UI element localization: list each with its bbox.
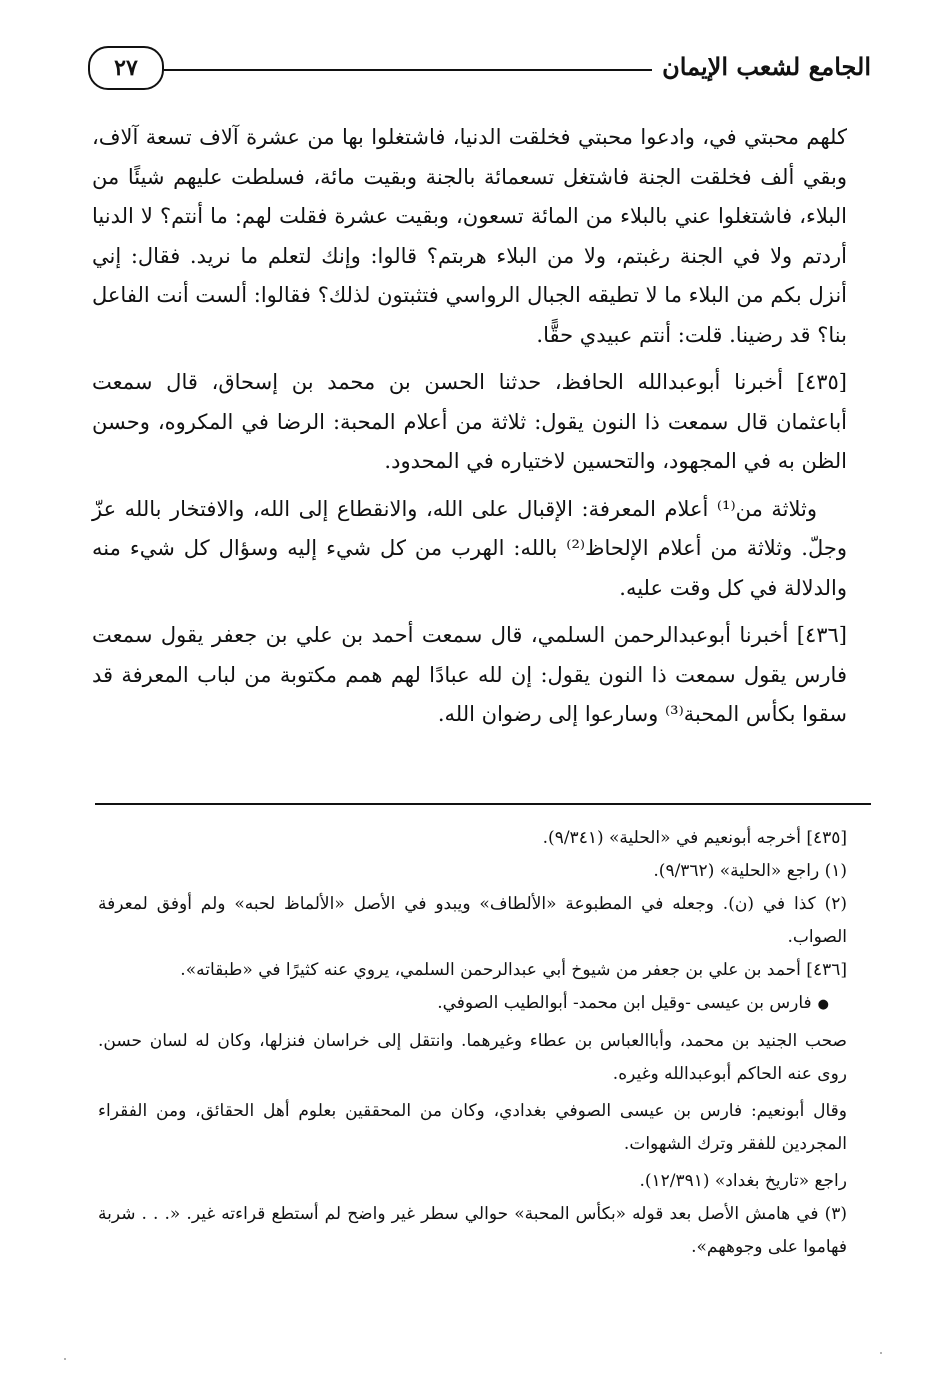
running-header bbox=[88, 40, 871, 92]
footnotes bbox=[98, 822, 847, 1264]
footnote-abu-nuaym-quote: وقال أبونعيم: فارس بن عيسى الصوفي بغدادي، وكان من المحققين بعلوم أهل الحقائق، ومن الفقراء المجردين للفقر وترك الشهوات. bbox=[98, 1101, 847, 1154]
footnote-narrator-bio: صحب الجنيد بن محمد، وأباالعباس بن عطاء وغيرهما. وانتقل إلى خراسان فنزلها، وكان له لسان حسن. روى عنه الحاكم أبوعبدالله وغيره. bbox=[98, 1031, 847, 1084]
paragraph-continuation: كلهم محبتي في، وادعوا محبتي فخلقت الدنيا، فاشتغلوا بها من عشرة آلاف تسعة آلاف، وبقي ألف فخلقت الجنة فاشتغل تسعمائة بالجنة وبقيت مائة، فسلطت عليهم شيئًا من البلاء، فاشتغلوا عني بالبلاء من المائة تسعون، وبقيت عشرة فقلت لهم: ما أنتم؟ لا الدنيا أردتم ولا في الجنة رغبتم، ولا من البلاء هربتم؟ قالوا: وإنك لتعلم ما نريد. فقال: إني أنزل بكم من البلاء ما لا تطيقه الجبال الرواسي فتثبتون لذلك؟ فقالوا: ألست أنت الفاعل بنا؟ قد رضينا. قلت: أنتم عبيدي حقًّا. bbox=[92, 125, 847, 347]
footnote-435: [٤٣٥] أخرجه أبونعيم في «الحلية» (٩/٣٤١). bbox=[542, 828, 847, 848]
footnote-separator bbox=[95, 803, 871, 805]
footnote-2: (٢) كذا في (ن). وجعله في المطبوعة «الألطاف» ويبدو في الأصل «الألماظ لحبه» ولم أوفق لمعرفة الصواب. bbox=[98, 894, 847, 947]
scan-speck bbox=[64, 1358, 66, 1360]
paragraph-hadith-436: [٤٣٦] أخبرنا أبوعبدالرحمن السلمي، قال سمعت أحمد بن علي بن جعفر يقول سمعت فارس يقول سمعت ذا النون يقول: إن لله عبادًا لهم همم مكتوبة من لباب المعرفة قد سقوا بكأس المحبة⁽³⁾ وسارعوا إلى رضوان الله. bbox=[92, 623, 847, 726]
footnote-narrator-entry bbox=[98, 987, 847, 1021]
paragraph-knowledge-signs: وثلاثة من⁽¹⁾ أعلام المعرفة: الإقبال على الله، والانقطاع إلى الله، والافتخار بالله عزّ وجلّ. وثلاثة من أعلام الإلحاظ⁽²⁾ بالله: الهرب من كل شيء إليه وسؤال كل شيء منه والدلالة في كل وقت عليه. bbox=[92, 496, 847, 600]
footnote-3: (٣) في هامش الأصل بعد قوله «بكأس المحبة» حوالي سطر غير واضح لم أستطع قراءته غير. «. . . شربة فهاموا على وجوههم». bbox=[98, 1204, 847, 1257]
page-number: ٢٧ bbox=[88, 46, 164, 90]
bullet-icon: ● bbox=[817, 997, 829, 1012]
main-text bbox=[92, 118, 847, 735]
narrator-name: فارس بن عيسى -وقيل ابن محمد- أبوالطيب الصوفي. bbox=[437, 993, 812, 1013]
footnote-tarikh-baghdad: راجع «تاريخ بغداد» (١٢/٣٩١). bbox=[639, 1171, 847, 1191]
paragraph-hadith-435: [٤٣٥] أخبرنا أبوعبدالله الحافظ، حدثنا الحسن بن محمد بن إسحاق، قال سمعت أباعثمان قال سمعت ذا النون يقول: ثلاثة من أعلام المحبة: الرضا في المكروه، وحسن الظن به في المجهود، والتحسين لاختياره في المحدود. bbox=[92, 370, 847, 473]
footnote-1: (١) راجع «الحلية» (٩/٣٦٢). bbox=[653, 861, 847, 881]
header-rule bbox=[164, 69, 652, 71]
scan-speck bbox=[880, 1352, 882, 1354]
book-title: الجامع لشعب الإيمان bbox=[662, 51, 871, 81]
footnote-436: [٤٣٦] أحمد بن علي بن جعفر من شيوخ أبي عبدالرحمن السلمي، يروي عنه كثيرًا في «طبقاته». bbox=[180, 960, 847, 980]
